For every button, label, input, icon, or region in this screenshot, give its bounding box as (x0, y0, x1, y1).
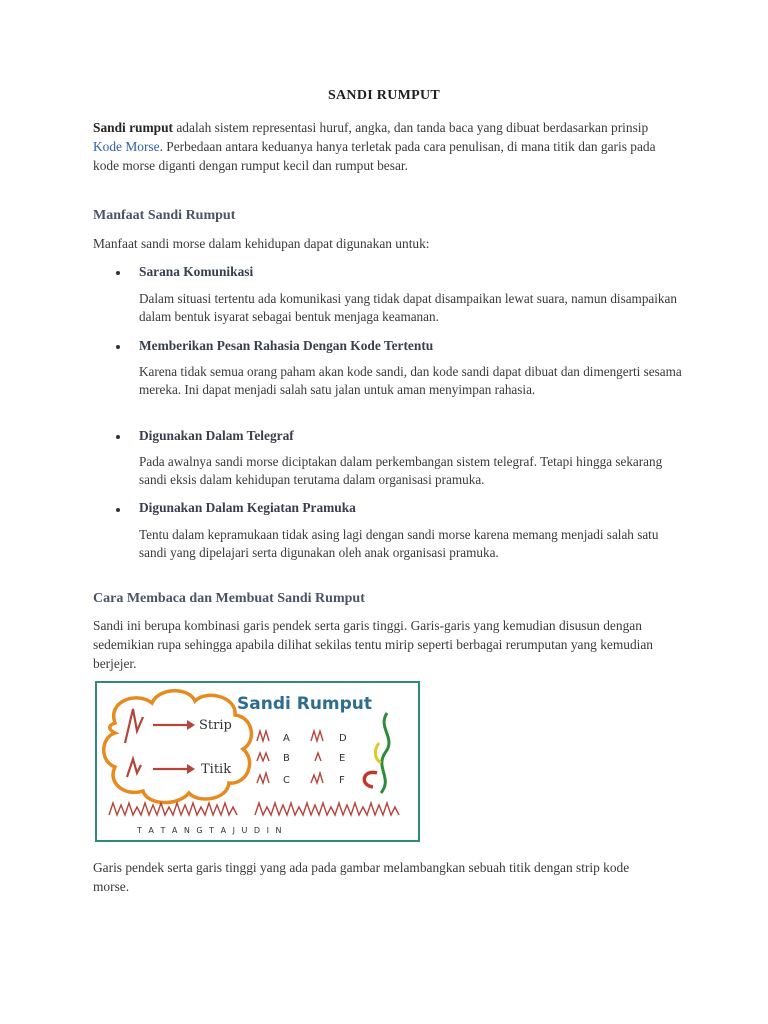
titik-label: Titik (201, 762, 232, 777)
letter-e: E (339, 753, 346, 764)
bullet-icon (116, 271, 120, 275)
bullet-icon (116, 345, 120, 349)
grass-code-icon (311, 773, 323, 783)
figure-title: Sandi Rumput (237, 694, 373, 714)
bullet-icon (116, 508, 120, 512)
intro-term: Sandi rumput (93, 120, 174, 135)
grass-code-icon (311, 731, 323, 741)
swirl-icon (375, 743, 381, 763)
tall-grass-icon (125, 709, 143, 743)
list-item-title: Sarana Komunikasi (139, 264, 254, 279)
letter-c: C (283, 775, 290, 786)
section-heading-cara: Cara Membaca dan Membuat Sandi Rumput (93, 591, 365, 606)
grass-code-icon (315, 753, 321, 761)
list-item-title: Digunakan Dalam Kegiatan Pramuka (139, 500, 356, 515)
strip-label: Strip (199, 718, 232, 733)
bullet-icon (116, 435, 120, 439)
figure-footer: T A T A N G T A J U D I N (137, 826, 284, 835)
page-title: SANDI RUMPUT (327, 88, 441, 103)
list-item-title: Memberikan Pesan Rahasia Dengan Kode Tertentu (139, 338, 434, 353)
section-text: Sandi ini berupa kombinasi garis pendek serta garis tinggi. Garis-garis yang kemudian disusun dengan sedemikian rupa sehingga apabila dilihat sekilas tentu mirip seperti berbagai rerumputan yang kemudian berjejer. (93, 618, 654, 671)
swirl-icon (381, 713, 389, 793)
grass-code-icon (257, 753, 269, 761)
sandi-rumput-figure (95, 681, 420, 842)
letter-a: A (283, 733, 290, 744)
intro-paragraph (93, 118, 668, 175)
cloud-outline (104, 691, 252, 803)
swirl-icon (364, 772, 377, 787)
list-item-body: Pada awalnya sandi morse diciptakan dalam perkembangan sistem telegraf. Tetapi hingga sekarang sandi eksis dalam kehidupan terutama dalam organisasi pramuka. (139, 454, 663, 487)
letter-f: F (339, 775, 345, 786)
grass-code-icon (257, 731, 269, 741)
list-item-body: Dalam situasi tertentu ada komunikasi yang tidak dapat disampaikan lewat suara, namun disampaikan dalam bentuk isyarat sebagai bentuk menjaga keamanan. (139, 291, 677, 324)
intro-text-after-link: . Perbedaan antara keduanya hanya terletak pada cara penulisan, di mana titik dan garis pada kode morse diganti dengan rumput kecil dan rumput besar. (93, 139, 656, 173)
section-heading-manfaat: Manfaat Sandi Rumput (93, 208, 236, 223)
arrowhead-icon (187, 764, 195, 774)
grass-row-icon (255, 803, 399, 815)
grass-code-icon (257, 773, 269, 783)
list-item-body: Karena tidak semua orang paham akan kode sandi, dan kode sandi dapat dibuat dan dimengerti sesama mereka. Ini dapat menjadi salah satu jalan untuk aman menyimpan rahasia. (139, 364, 682, 397)
grass-row-icon (109, 803, 237, 815)
short-grass-icon (127, 759, 141, 777)
sandi-rumput-illustration (97, 683, 417, 839)
letter-b: B (283, 753, 290, 764)
arrowhead-icon (187, 720, 195, 730)
list-item-body: Tentu dalam kepramukaan tidak asing lagi dengan sandi morse karena memang menjadi salah satu sandi yang dipelajari serta digunakan oleh anak organisasi pramuka. (139, 527, 659, 560)
figure-caption: Garis pendek serta garis tinggi yang ada pada gambar melambangkan sebuah titik dengan strip kode morse. (93, 860, 630, 894)
intro-text-before-link: adalah sistem representasi huruf, angka, dan tanda baca yang dibuat berdasarkan prinsip (173, 120, 649, 135)
list-item-title: Digunakan Dalam Telegraf (139, 428, 294, 443)
section-lead: Manfaat sandi morse dalam kehidupan dapat digunakan untuk: (93, 236, 430, 251)
letter-d: D (339, 733, 347, 744)
kode-morse-link[interactable]: Kode Morse (93, 139, 160, 154)
